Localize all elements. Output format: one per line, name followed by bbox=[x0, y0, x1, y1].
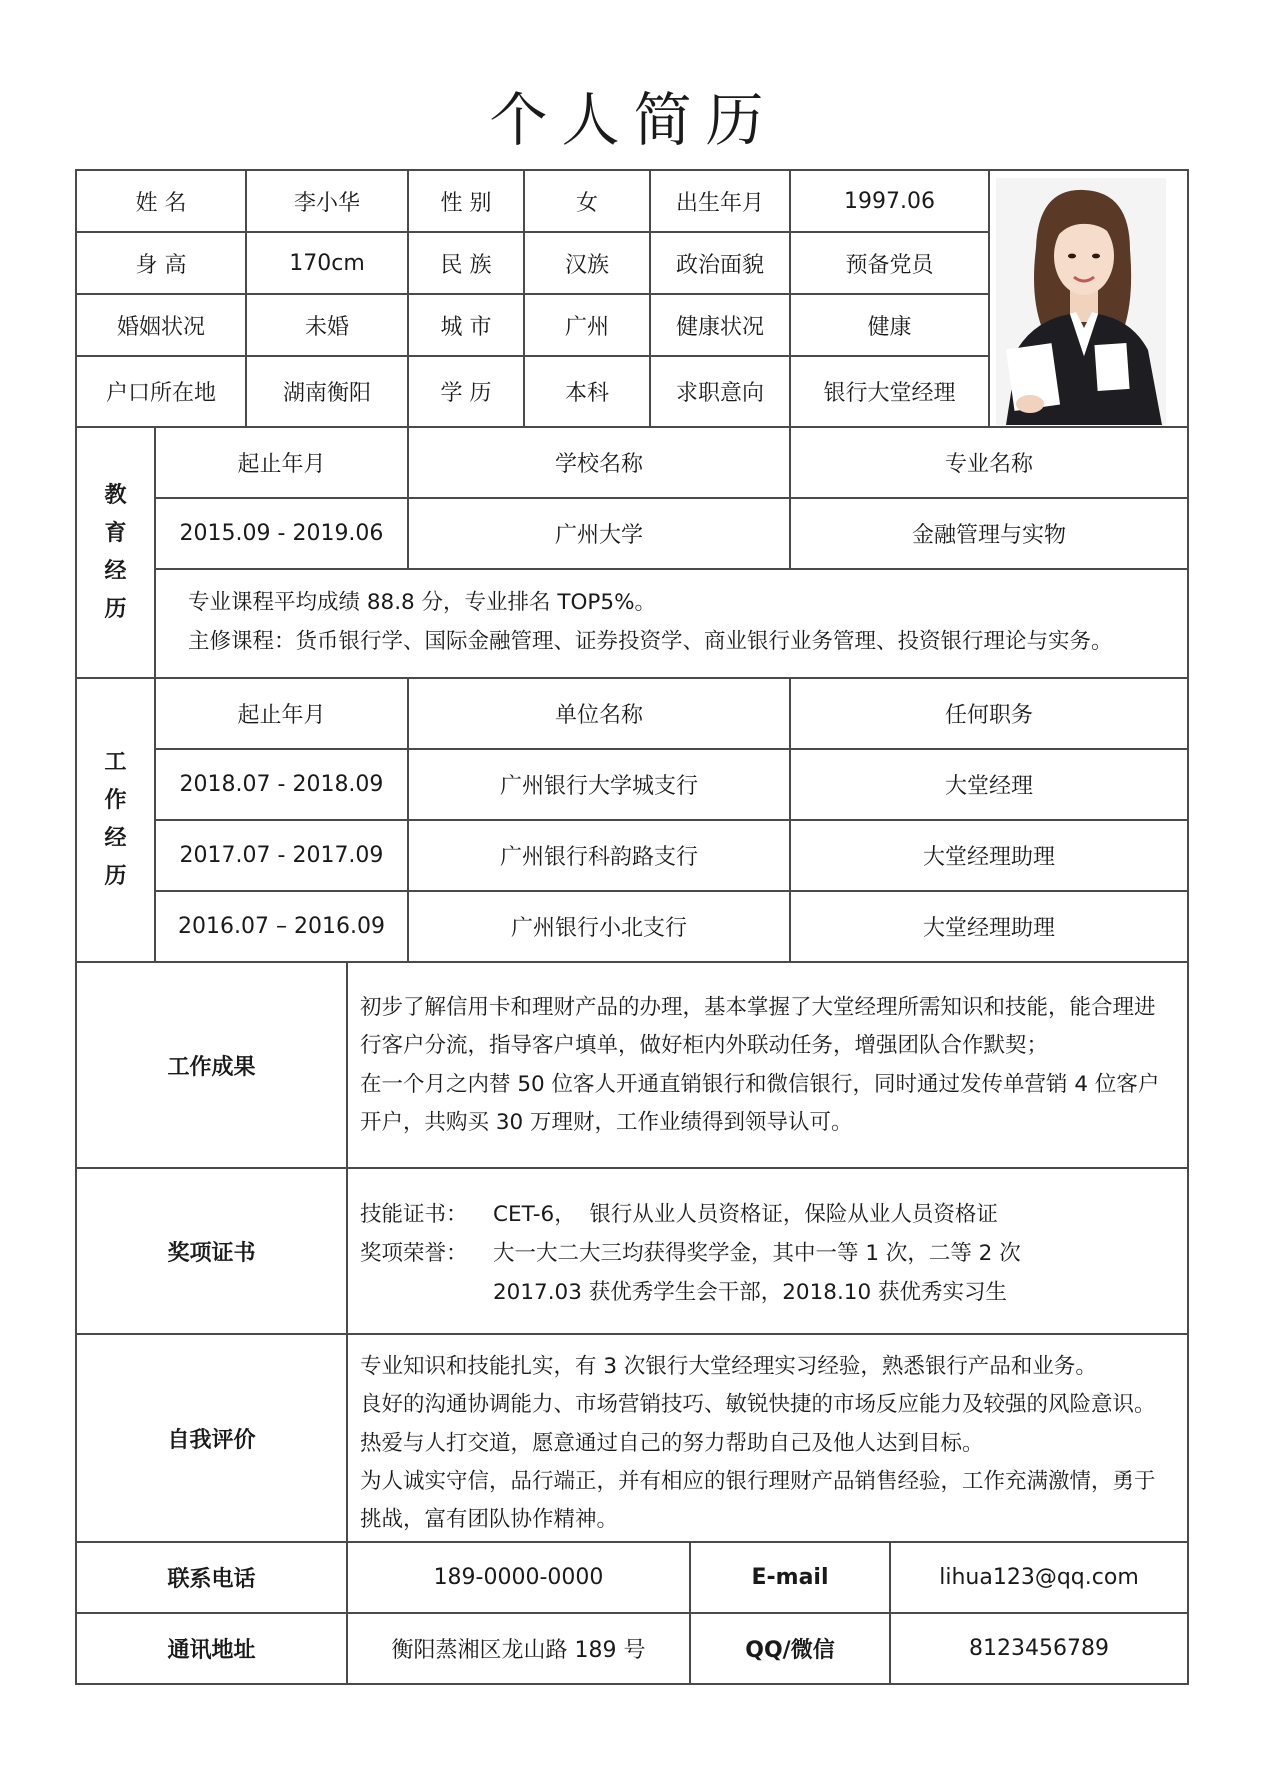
work-header-company: 单位名称 bbox=[554, 703, 643, 728]
work-period: 2017.07 - 2017.09 bbox=[179, 843, 384, 868]
political-label: 政治面貌 bbox=[675, 252, 764, 278]
education-note: 专业课程平均成绩 88.8 分，专业排名 TOP5%。 bbox=[188, 590, 657, 615]
work-position: 大堂经理 bbox=[944, 774, 1033, 799]
degree-value: 本科 bbox=[564, 381, 609, 406]
work-header-period: 起止年月 bbox=[237, 703, 326, 728]
objective-label: 求职意向 bbox=[675, 381, 764, 406]
education-school: 广州大学 bbox=[554, 523, 643, 548]
honor-key: 奖项荣誉： bbox=[360, 1241, 468, 1266]
name-value: 李小华 bbox=[293, 190, 360, 216]
achievements-line: 行客户分流，指导客户填单，做好柜内外联动任务，增强团队合作默契； bbox=[360, 1033, 1049, 1058]
work-label-char: 历 bbox=[104, 864, 127, 889]
education-period: 2015.09 - 2019.06 bbox=[179, 521, 384, 546]
work-label-char: 经 bbox=[104, 826, 127, 851]
hukou-label: 户口所在地 bbox=[105, 381, 216, 406]
qq-label: QQ/微信 bbox=[745, 1638, 835, 1663]
self-eval-label: 自我评价 bbox=[167, 1427, 256, 1453]
work-label-char: 作 bbox=[104, 788, 127, 813]
work-section-label bbox=[77, 679, 154, 961]
profile-photo bbox=[996, 178, 1166, 425]
self-eval-line: 挑战，富有团队协作精神。 bbox=[360, 1507, 619, 1532]
self-eval-line: 良好的沟通协调能力、市场营销技巧、敏锐快捷的市场反应能力及较强的风险意识。 bbox=[360, 1392, 1156, 1417]
achievements-line: 开户，共购买 30 万理财，工作业绩得到领导认可。 bbox=[360, 1110, 853, 1135]
address-value: 衡阳蒸湘区龙山路 189 号 bbox=[391, 1638, 646, 1663]
work-period: 2018.07 - 2018.09 bbox=[179, 772, 384, 797]
work-company: 广州银行小北支行 bbox=[510, 916, 687, 941]
education-header-school: 学校名称 bbox=[554, 452, 643, 477]
gender-label: 性 别 bbox=[440, 190, 492, 216]
work-position: 大堂经理助理 bbox=[922, 845, 1055, 870]
height-value: 170cm bbox=[289, 250, 365, 276]
honor-line: 大一大二大三均获得奖学金，其中一等 1 次，二等 2 次 bbox=[493, 1241, 1021, 1266]
email-value: lihua123@qq.com bbox=[939, 1565, 1139, 1590]
work-company: 广州银行科韵路支行 bbox=[499, 845, 698, 870]
phone-value: 189-0000-0000 bbox=[433, 1565, 604, 1590]
education-label-char: 教 bbox=[104, 482, 127, 508]
achievements-line: 初步了解信用卡和理财产品的办理，基本掌握了大堂经理所需知识和技能，能合理进 bbox=[360, 995, 1156, 1020]
name-label: 姓 名 bbox=[135, 190, 187, 216]
degree-label: 学 历 bbox=[440, 381, 492, 406]
phone-label: 联系电话 bbox=[167, 1567, 256, 1592]
education-label-char: 历 bbox=[104, 596, 127, 622]
work-position: 大堂经理助理 bbox=[922, 916, 1055, 941]
political-value: 预备党员 bbox=[845, 252, 934, 278]
birth-label: 出生年月 bbox=[675, 190, 764, 216]
education-header-period: 起止年月 bbox=[237, 452, 326, 477]
marital-label: 婚姻状况 bbox=[116, 314, 205, 340]
education-header-major: 专业名称 bbox=[944, 452, 1033, 477]
ethnic-label: 民 族 bbox=[440, 252, 492, 278]
awards-label: 奖项证书 bbox=[167, 1240, 256, 1266]
objective-value: 银行大堂经理 bbox=[823, 381, 956, 406]
gender-value: 女 bbox=[575, 190, 598, 216]
marital-value: 未婚 bbox=[304, 314, 349, 340]
height-label: 身 高 bbox=[135, 252, 187, 278]
education-label-char: 经 bbox=[104, 558, 127, 584]
city-label: 城 市 bbox=[440, 314, 492, 340]
self-eval-line: 专业知识和技能扎实，有 3 次银行大堂经理实习经验，熟悉银行产品和业务。 bbox=[360, 1354, 1097, 1379]
achievements-label: 工作成果 bbox=[167, 1054, 256, 1080]
birth-value: 1997.06 bbox=[844, 188, 935, 214]
page-title: 个人简历 bbox=[489, 86, 778, 154]
hukou-value: 湖南衡阳 bbox=[282, 381, 371, 406]
education-note: 主修课程：货币银行学、国际金融管理、证券投资学、商业银行业务管理、投资银行理论与实务。 bbox=[188, 629, 1113, 654]
education-section-label bbox=[77, 428, 154, 677]
self-eval-line: 热爱与人打交道，愿意通过自己的努力帮助自己及他人达到目标。 bbox=[360, 1431, 984, 1456]
cert-value: CET-6， 银行从业人员资格证，保险从业人员资格证 bbox=[493, 1202, 998, 1227]
work-company: 广州银行大学城支行 bbox=[499, 774, 698, 799]
education-label-char: 育 bbox=[104, 520, 127, 546]
address-label: 通讯地址 bbox=[167, 1638, 256, 1663]
health-value: 健康 bbox=[867, 314, 912, 340]
self-eval-line: 为人诚实守信，品行端正，并有相应的银行理财产品销售经验，工作充满激情，勇于 bbox=[360, 1469, 1156, 1494]
cert-key: 技能证书： bbox=[360, 1202, 468, 1227]
honor-line: 2017.03 获优秀学生会干部，2018.10 获优秀实习生 bbox=[493, 1280, 1007, 1305]
work-label-char: 工 bbox=[104, 750, 127, 775]
health-label: 健康状况 bbox=[675, 314, 764, 340]
work-header-position: 任何职务 bbox=[944, 703, 1033, 728]
work-period: 2016.07 – 2016.09 bbox=[178, 914, 385, 939]
qq-value: 8123456789 bbox=[969, 1636, 1109, 1661]
ethnic-value: 汉族 bbox=[564, 252, 609, 278]
achievements-line: 在一个月之内替 50 位客人开通直销银行和微信银行，同时通过发传单营销 4 位客户 bbox=[360, 1072, 1160, 1097]
email-label: E-mail bbox=[751, 1565, 829, 1590]
city-value: 广州 bbox=[564, 314, 609, 340]
education-major: 金融管理与实物 bbox=[911, 523, 1066, 548]
